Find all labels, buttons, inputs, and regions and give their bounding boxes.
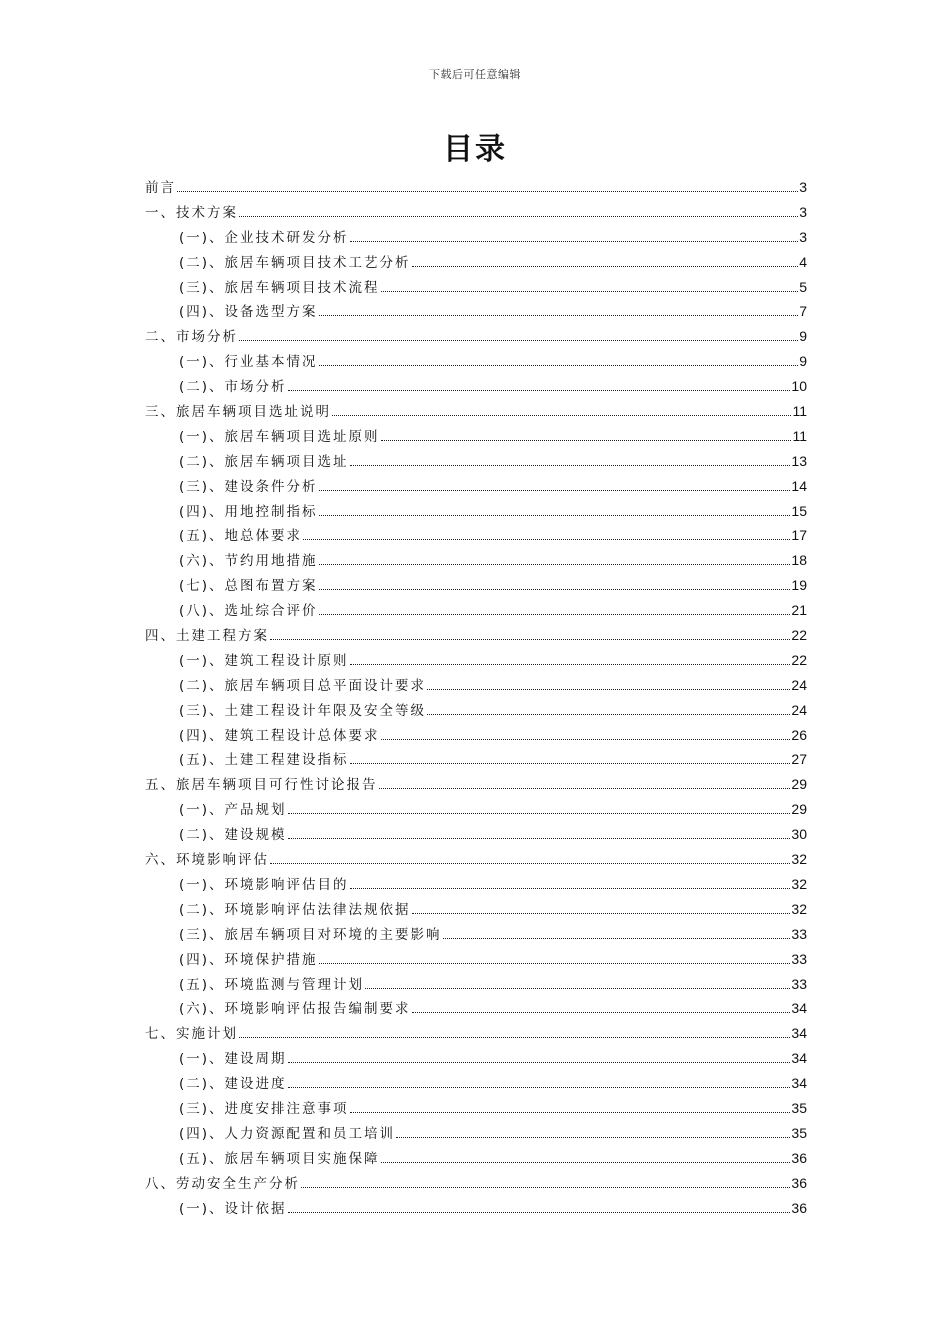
toc-entry[interactable] <box>145 822 807 847</box>
toc-entry-page-number: 35 <box>791 1124 807 1141</box>
toc-entry[interactable] <box>145 523 807 548</box>
toc-entry[interactable] <box>145 1171 807 1196</box>
toc-entry-label: (五)、土建工程建设指标 <box>179 752 349 769</box>
toc-entry-label: 五、旅居车辆项目可行性讨论报告 <box>145 777 378 794</box>
toc-entry-label: (一)、环境影响评估目的 <box>179 876 349 893</box>
toc-entry[interactable] <box>145 275 807 300</box>
toc-entry-page-number: 32 <box>791 900 807 917</box>
toc-entry-label: 一、技术方案 <box>145 204 238 221</box>
toc-entry[interactable] <box>145 847 807 872</box>
toc-entry-page-number: 24 <box>791 676 807 693</box>
toc-dot-leader <box>288 1211 791 1213</box>
toc-entry[interactable] <box>145 1096 807 1121</box>
toc-dot-leader <box>412 265 799 267</box>
toc-entry-label: (五)、环境监测与管理计划 <box>179 976 365 993</box>
toc-entry[interactable] <box>145 250 807 275</box>
toc-entry[interactable] <box>145 299 807 324</box>
toc-entry[interactable] <box>145 499 807 524</box>
toc-dot-leader <box>288 1061 791 1063</box>
toc-entry[interactable] <box>145 623 807 648</box>
toc-entry-label: (二)、旅居车辆项目选址 <box>179 453 349 470</box>
toc-dot-leader <box>379 787 791 789</box>
toc-entry[interactable] <box>145 648 807 673</box>
toc-entry-page-number: 34 <box>791 1025 807 1042</box>
toc-dot-leader <box>381 1161 791 1163</box>
toc-entry-label: (一)、企业技术研发分析 <box>179 229 349 246</box>
toc-entry-page-number: 35 <box>791 1099 807 1116</box>
toc-entry-label: (二)、市场分析 <box>179 379 287 396</box>
toc-entry-page-number: 21 <box>791 602 807 619</box>
toc-entry-page-number: 33 <box>791 975 807 992</box>
toc-entry-page-number: 7 <box>799 303 807 320</box>
toc-entry-page-number: 17 <box>791 527 807 544</box>
toc-dot-leader <box>319 364 799 366</box>
toc-dot-leader <box>350 663 791 665</box>
toc-entry[interactable] <box>145 175 807 200</box>
toc-entry-label: (一)、旅居车辆项目选址原则 <box>179 428 380 445</box>
toc-entry-page-number: 33 <box>791 950 807 967</box>
toc-entry[interactable] <box>145 474 807 499</box>
toc-entry[interactable] <box>145 797 807 822</box>
toc-entry[interactable] <box>145 449 807 474</box>
toc-entry-label: (二)、旅居车辆项目总平面设计要求 <box>179 677 427 694</box>
toc-dot-leader <box>239 215 798 217</box>
toc-entry-label: (四)、建筑工程设计总体要求 <box>179 727 380 744</box>
toc-entry-label: (三)、旅居车辆项目技术流程 <box>179 279 380 296</box>
toc-dot-leader <box>332 414 791 416</box>
toc-entry-label: 四、土建工程方案 <box>145 628 269 645</box>
toc-entry[interactable] <box>145 972 807 997</box>
toc-dot-leader <box>443 937 791 939</box>
toc-entry[interactable] <box>145 698 807 723</box>
toc-dot-leader <box>319 489 791 491</box>
toc-entry-page-number: 26 <box>791 726 807 743</box>
toc-dot-leader <box>288 837 791 839</box>
toc-dot-leader <box>177 190 798 192</box>
header-note: 下载后可任意编辑 <box>429 68 521 81</box>
toc-entry-page-number: 29 <box>791 801 807 818</box>
toc-dot-leader <box>319 588 791 590</box>
toc-entry-page-number: 3 <box>799 203 807 220</box>
table-of-contents <box>145 175 807 1220</box>
toc-dot-leader <box>319 613 791 615</box>
toc-entry-label: (三)、土建工程设计年限及安全等级 <box>179 702 427 719</box>
toc-dot-leader <box>381 290 799 292</box>
toc-entry-page-number: 32 <box>791 851 807 868</box>
toc-entry[interactable] <box>145 772 807 797</box>
toc-entry-page-number: 29 <box>791 776 807 793</box>
toc-entry-label: (一)、行业基本情况 <box>179 354 318 371</box>
toc-dot-leader <box>319 563 791 565</box>
toc-entry-label: (二)、建设进度 <box>179 1076 287 1093</box>
toc-entry[interactable] <box>145 1071 807 1096</box>
toc-dot-leader <box>381 738 791 740</box>
toc-entry-label: 前言 <box>145 180 176 196</box>
toc-entry[interactable] <box>145 1146 807 1171</box>
toc-entry-label: (六)、环境影响评估报告编制要求 <box>179 1001 411 1018</box>
toc-dot-leader <box>412 1011 791 1013</box>
toc-entry-page-number: 9 <box>799 353 807 370</box>
toc-dot-leader <box>301 1186 790 1188</box>
toc-dot-leader <box>427 713 790 715</box>
toc-dot-leader <box>412 912 791 914</box>
toc-entry-label: (二)、环境影响评估法律法规依据 <box>179 901 411 918</box>
toc-dot-leader <box>319 514 791 516</box>
toc-entry-page-number: 4 <box>799 253 807 270</box>
toc-entry-page-number: 3 <box>799 228 807 245</box>
toc-entry[interactable] <box>145 1046 807 1071</box>
toc-entry[interactable] <box>145 548 807 573</box>
toc-entry-page-number: 14 <box>791 477 807 494</box>
toc-entry-page-number: 32 <box>791 875 807 892</box>
toc-entry[interactable] <box>145 747 807 772</box>
toc-entry[interactable] <box>145 897 807 922</box>
toc-entry-page-number: 13 <box>791 452 807 469</box>
toc-entry-page-number: 9 <box>799 328 807 345</box>
toc-entry[interactable] <box>145 1021 807 1046</box>
toc-entry-label: 二、市场分析 <box>145 329 238 346</box>
toc-entry-page-number: 11 <box>792 403 807 420</box>
toc-entry-label: 六、环境影响评估 <box>145 852 269 869</box>
toc-entry-label: (四)、设备选型方案 <box>179 304 318 321</box>
toc-entry-page-number: 5 <box>799 278 807 295</box>
toc-entry[interactable] <box>145 598 807 623</box>
toc-entry[interactable] <box>145 872 807 897</box>
toc-entry-page-number: 33 <box>791 925 807 942</box>
toc-dot-leader <box>427 688 790 690</box>
toc-entry-label: (一)、设计依据 <box>179 1200 287 1217</box>
toc-entry[interactable] <box>145 922 807 947</box>
toc-entry-label: (二)、建设规模 <box>179 827 287 844</box>
toc-entry[interactable] <box>145 200 807 225</box>
toc-entry-page-number: 18 <box>791 552 807 569</box>
toc-dot-leader <box>381 439 792 441</box>
toc-entry[interactable] <box>145 324 807 349</box>
toc-dot-leader <box>365 987 790 989</box>
toc-entry-page-number: 22 <box>791 651 807 668</box>
toc-dot-leader <box>270 638 790 640</box>
toc-entry-label: (二)、旅居车辆项目技术工艺分析 <box>179 254 411 271</box>
toc-dot-leader <box>350 887 791 889</box>
toc-dot-leader <box>319 314 799 316</box>
toc-dot-leader <box>288 812 791 814</box>
toc-dot-leader <box>319 962 791 964</box>
toc-entry[interactable] <box>145 399 807 424</box>
toc-entry-label: 三、旅居车辆项目选址说明 <box>145 404 331 421</box>
toc-entry-label: (一)、产品规划 <box>179 802 287 819</box>
toc-entry[interactable] <box>145 723 807 748</box>
toc-dot-leader <box>270 862 790 864</box>
toc-entry-page-number: 11 <box>792 427 807 444</box>
toc-entry-page-number: 34 <box>791 1000 807 1017</box>
toc-entry-label: (一)、建设周期 <box>179 1051 287 1068</box>
toc-entry-label: 八、劳动安全生产分析 <box>145 1175 300 1192</box>
toc-dot-leader <box>350 464 791 466</box>
toc-entry-page-number: 24 <box>791 701 807 718</box>
toc-entry-page-number: 34 <box>791 1075 807 1092</box>
toc-entry[interactable] <box>145 225 807 250</box>
toc-entry-page-number: 27 <box>791 751 807 768</box>
toc-entry[interactable] <box>145 673 807 698</box>
toc-entry-label: (五)、旅居车辆项目实施保障 <box>179 1150 380 1167</box>
toc-entry[interactable] <box>145 424 807 449</box>
toc-entry-page-number: 36 <box>791 1199 807 1216</box>
toc-entry[interactable] <box>145 374 807 399</box>
toc-entry-label: (七)、总图布置方案 <box>179 578 318 595</box>
toc-entry[interactable] <box>145 996 807 1021</box>
toc-dot-leader <box>396 1136 790 1138</box>
toc-entry-label: (三)、旅居车辆项目对环境的主要影响 <box>179 926 442 943</box>
toc-dot-leader <box>350 240 799 242</box>
toc-entry-label: (三)、建设条件分析 <box>179 478 318 495</box>
toc-entry[interactable] <box>145 1196 807 1221</box>
toc-entry[interactable] <box>145 1121 807 1146</box>
toc-dot-leader <box>239 1036 790 1038</box>
toc-entry[interactable] <box>145 947 807 972</box>
toc-entry-page-number: 15 <box>791 502 807 519</box>
page-title: 目录 <box>443 132 507 167</box>
toc-entry-label: (三)、进度安排注意事项 <box>179 1100 349 1117</box>
toc-dot-leader <box>288 389 791 391</box>
toc-dot-leader <box>350 762 791 764</box>
toc-entry-label: (四)、环境保护措施 <box>179 951 318 968</box>
toc-dot-leader <box>239 339 798 341</box>
toc-dot-leader <box>303 538 790 540</box>
toc-entry-label: (六)、节约用地措施 <box>179 553 318 570</box>
toc-entry[interactable] <box>145 349 807 374</box>
toc-entry-page-number: 22 <box>791 627 807 644</box>
toc-dot-leader <box>288 1086 791 1088</box>
toc-entry-label: (一)、建筑工程设计原则 <box>179 652 349 669</box>
toc-entry-page-number: 34 <box>791 1050 807 1067</box>
toc-entry-page-number: 3 <box>799 179 807 195</box>
toc-entry-page-number: 36 <box>791 1149 807 1166</box>
toc-entry-label: (五)、地总体要求 <box>179 528 303 545</box>
toc-dot-leader <box>350 1111 791 1113</box>
toc-entry-label: (四)、人力资源配置和员工培训 <box>179 1125 396 1142</box>
toc-entry-page-number: 19 <box>791 577 807 594</box>
toc-entry-page-number: 36 <box>791 1174 807 1191</box>
toc-entry[interactable] <box>145 573 807 598</box>
toc-entry-page-number: 10 <box>791 378 807 395</box>
toc-entry-label: (八)、选址综合评价 <box>179 603 318 620</box>
toc-entry-label: (四)、用地控制指标 <box>179 503 318 520</box>
toc-entry-label: 七、实施计划 <box>145 1026 238 1043</box>
toc-entry-page-number: 30 <box>791 826 807 843</box>
